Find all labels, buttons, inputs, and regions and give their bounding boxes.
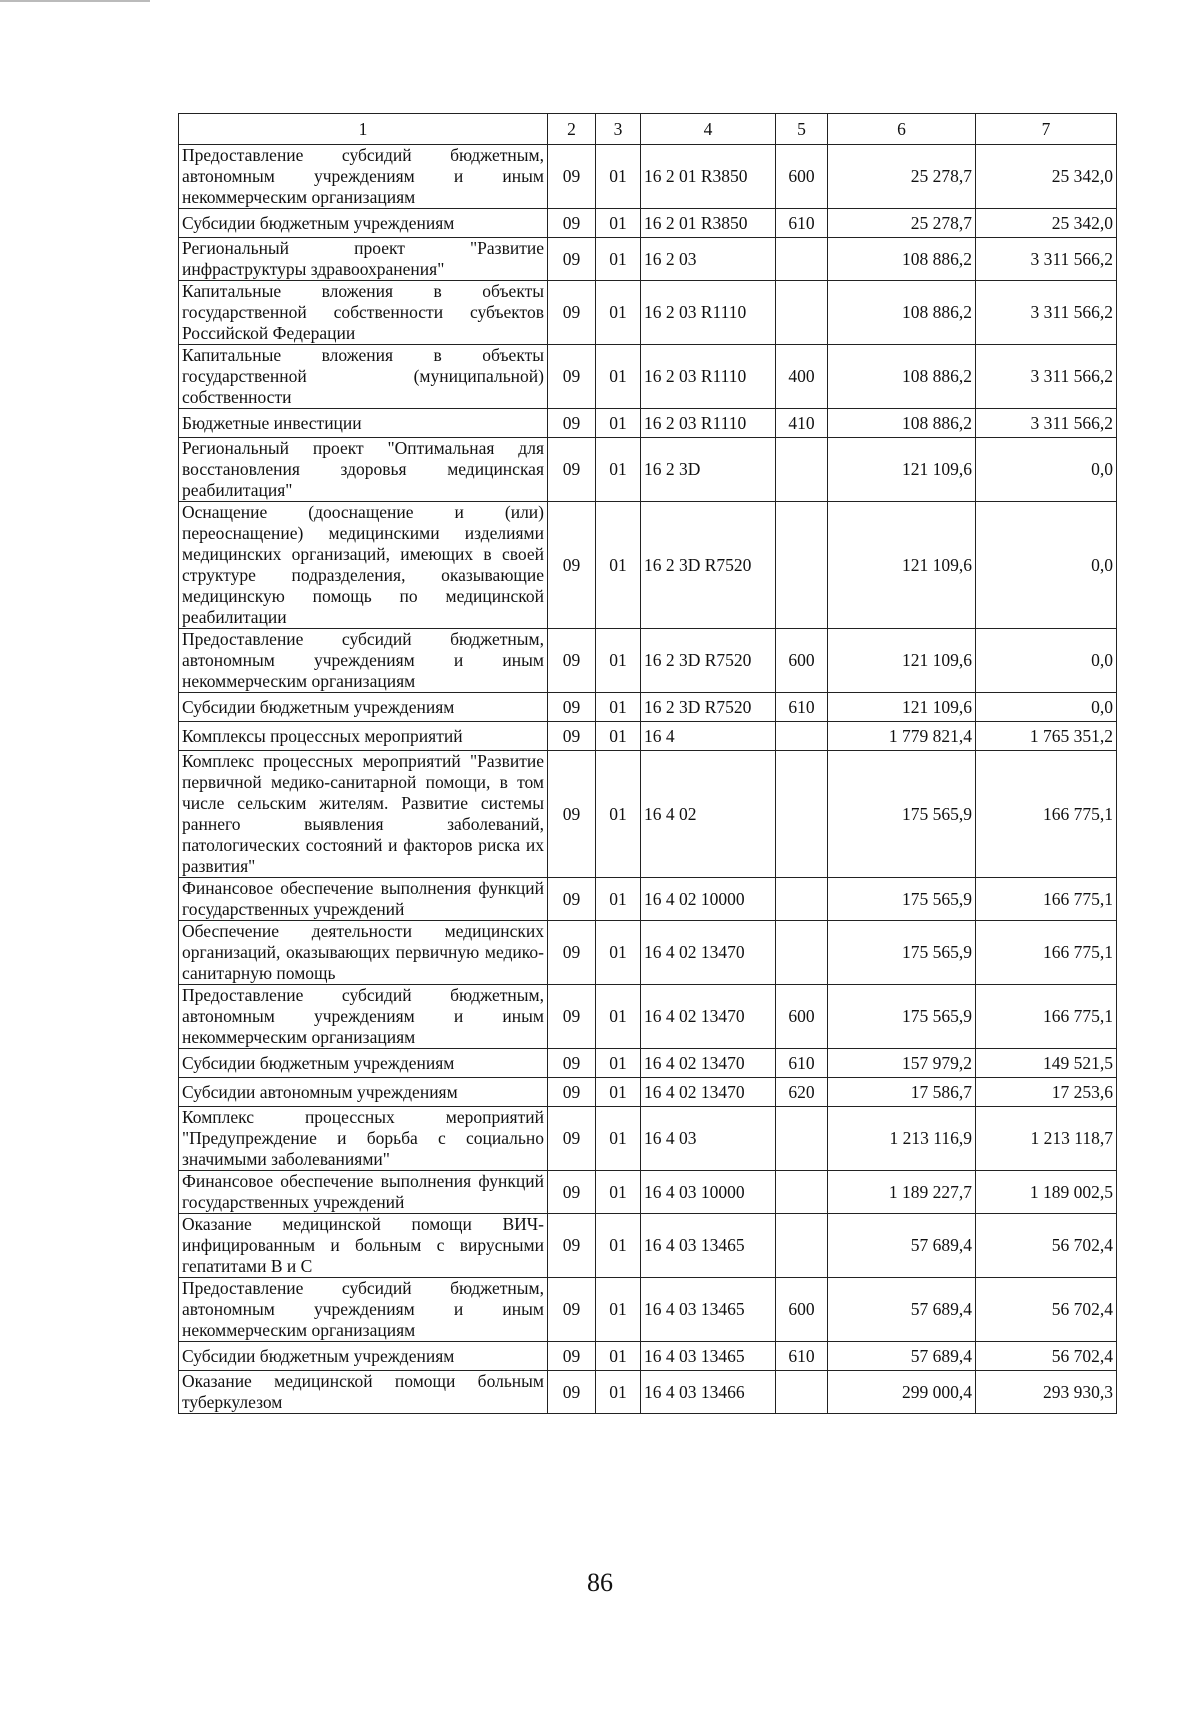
subsection-code-cell: 01 bbox=[596, 1171, 641, 1214]
expense-type-cell: 610 bbox=[776, 693, 828, 722]
target-article-cell: 16 4 03 13465 bbox=[641, 1342, 776, 1371]
subsection-code-cell: 01 bbox=[596, 1078, 641, 1107]
amount-year2-cell: 3 311 566,2 bbox=[976, 238, 1117, 281]
amount-year2-cell: 3 311 566,2 bbox=[976, 345, 1117, 409]
table-row bbox=[179, 921, 1117, 985]
target-article-cell: 16 4 02 13470 bbox=[641, 1049, 776, 1078]
section-code-cell: 09 bbox=[548, 281, 596, 345]
subsection-code-cell: 01 bbox=[596, 145, 641, 209]
column-header: 1 bbox=[179, 114, 548, 145]
section-code-cell: 09 bbox=[548, 722, 596, 751]
subsection-code-cell: 01 bbox=[596, 438, 641, 502]
amount-year1-cell: 157 979,2 bbox=[828, 1049, 976, 1078]
subsection-code-cell: 01 bbox=[596, 1049, 641, 1078]
amount-year2-cell: 0,0 bbox=[976, 438, 1117, 502]
expense-type-cell bbox=[776, 1371, 828, 1414]
amount-year1-cell: 108 886,2 bbox=[828, 238, 976, 281]
amount-year1-cell: 121 109,6 bbox=[828, 502, 976, 629]
amount-year1-cell: 121 109,6 bbox=[828, 629, 976, 693]
amount-year2-cell: 0,0 bbox=[976, 693, 1117, 722]
table-row bbox=[179, 1371, 1117, 1414]
subsection-code-cell: 01 bbox=[596, 878, 641, 921]
expense-type-cell: 600 bbox=[776, 985, 828, 1049]
target-article-cell: 16 2 3D R7520 bbox=[641, 502, 776, 629]
amount-year1-cell: 175 565,9 bbox=[828, 921, 976, 985]
row-name-cell: Субсидии бюджетным учреждениям bbox=[179, 1342, 548, 1371]
amount-year2-cell: 56 702,4 bbox=[976, 1214, 1117, 1278]
table-row bbox=[179, 438, 1117, 502]
amount-year1-cell: 25 278,7 bbox=[828, 145, 976, 209]
section-code-cell: 09 bbox=[548, 438, 596, 502]
table-header-row bbox=[179, 114, 1117, 145]
table-body bbox=[179, 145, 1117, 1414]
amount-year1-cell: 175 565,9 bbox=[828, 751, 976, 878]
amount-year2-cell: 1 765 351,2 bbox=[976, 722, 1117, 751]
row-name-cell: Комплекс процессных мероприятий "Развитие первичной медико-санитарной помощи, в том числе сельским жителям. Развитие системы раннего выявления заболеваний, патологических состояний и факторов риска их развития" bbox=[179, 751, 548, 878]
row-name-cell: Предоставление субсидий бюджетным, автономным учреждениям и иным некоммерческим организациям bbox=[179, 145, 548, 209]
target-article-cell: 16 4 03 10000 bbox=[641, 1171, 776, 1214]
row-name-cell: Предоставление субсидий бюджетным, автономным учреждениям и иным некоммерческим организациям bbox=[179, 629, 548, 693]
table-row bbox=[179, 345, 1117, 409]
expense-type-cell: 610 bbox=[776, 1342, 828, 1371]
row-name-cell: Региональный проект "Развитие инфраструктуры здравоохранения" bbox=[179, 238, 548, 281]
amount-year1-cell: 299 000,4 bbox=[828, 1371, 976, 1414]
amount-year1-cell: 1 779 821,4 bbox=[828, 722, 976, 751]
amount-year2-cell: 56 702,4 bbox=[976, 1342, 1117, 1371]
section-code-cell: 09 bbox=[548, 1342, 596, 1371]
expense-type-cell bbox=[776, 1171, 828, 1214]
row-name-cell: Субсидии бюджетным учреждениям bbox=[179, 1049, 548, 1078]
amount-year1-cell: 17 586,7 bbox=[828, 1078, 976, 1107]
table-row bbox=[179, 1214, 1117, 1278]
amount-year2-cell: 3 311 566,2 bbox=[976, 409, 1117, 438]
subsection-code-cell: 01 bbox=[596, 751, 641, 878]
column-header: 2 bbox=[548, 114, 596, 145]
table-row bbox=[179, 1278, 1117, 1342]
target-article-cell: 16 4 bbox=[641, 722, 776, 751]
expense-type-cell: 610 bbox=[776, 209, 828, 238]
column-header: 3 bbox=[596, 114, 641, 145]
subsection-code-cell: 01 bbox=[596, 629, 641, 693]
subsection-code-cell: 01 bbox=[596, 345, 641, 409]
expense-type-cell bbox=[776, 438, 828, 502]
section-code-cell: 09 bbox=[548, 878, 596, 921]
subsection-code-cell: 01 bbox=[596, 985, 641, 1049]
target-article-cell: 16 2 3D R7520 bbox=[641, 693, 776, 722]
amount-year2-cell: 25 342,0 bbox=[976, 145, 1117, 209]
row-name-cell: Оказание медицинской помощи ВИЧ-инфицированным и больным с вирусными гепатитами В и С bbox=[179, 1214, 548, 1278]
table-row bbox=[179, 722, 1117, 751]
target-article-cell: 16 2 3D bbox=[641, 438, 776, 502]
amount-year1-cell: 57 689,4 bbox=[828, 1342, 976, 1371]
amount-year2-cell: 0,0 bbox=[976, 629, 1117, 693]
row-name-cell: Субсидии автономным учреждениям bbox=[179, 1078, 548, 1107]
target-article-cell: 16 4 02 bbox=[641, 751, 776, 878]
section-code-cell: 09 bbox=[548, 409, 596, 438]
amount-year1-cell: 121 109,6 bbox=[828, 438, 976, 502]
table-row bbox=[179, 985, 1117, 1049]
target-article-cell: 16 4 02 13470 bbox=[641, 985, 776, 1049]
table-row bbox=[179, 1342, 1117, 1371]
row-name-cell: Субсидии бюджетным учреждениям bbox=[179, 693, 548, 722]
expense-type-cell: 610 bbox=[776, 1049, 828, 1078]
section-code-cell: 09 bbox=[548, 502, 596, 629]
table-row bbox=[179, 281, 1117, 345]
section-code-cell: 09 bbox=[548, 985, 596, 1049]
row-name-cell: Капитальные вложения в объекты государственной собственности субъектов Российской Федерации bbox=[179, 281, 548, 345]
column-header: 7 bbox=[976, 114, 1117, 145]
section-code-cell: 09 bbox=[548, 751, 596, 878]
subsection-code-cell: 01 bbox=[596, 209, 641, 238]
section-code-cell: 09 bbox=[548, 1171, 596, 1214]
amount-year2-cell: 166 775,1 bbox=[976, 921, 1117, 985]
table-row bbox=[179, 238, 1117, 281]
section-code-cell: 09 bbox=[548, 629, 596, 693]
subsection-code-cell: 01 bbox=[596, 921, 641, 985]
row-name-cell: Капитальные вложения в объекты государственной (муниципальной) собственности bbox=[179, 345, 548, 409]
section-code-cell: 09 bbox=[548, 1214, 596, 1278]
row-name-cell: Предоставление субсидий бюджетным, автономным учреждениям и иным некоммерческим организациям bbox=[179, 985, 548, 1049]
amount-year2-cell: 17 253,6 bbox=[976, 1078, 1117, 1107]
amount-year2-cell: 56 702,4 bbox=[976, 1278, 1117, 1342]
amount-year1-cell: 1 213 116,9 bbox=[828, 1107, 976, 1171]
subsection-code-cell: 01 bbox=[596, 1107, 641, 1171]
target-article-cell: 16 2 03 R1110 bbox=[641, 281, 776, 345]
row-name-cell: Комплекс процессных мероприятий "Предупреждение и борьба с социально значимыми заболеваниями" bbox=[179, 1107, 548, 1171]
amount-year1-cell: 121 109,6 bbox=[828, 693, 976, 722]
amount-year1-cell: 108 886,2 bbox=[828, 409, 976, 438]
row-name-cell: Предоставление субсидий бюджетным, автономным учреждениям и иным некоммерческим организациям bbox=[179, 1278, 548, 1342]
target-article-cell: 16 2 03 bbox=[641, 238, 776, 281]
column-header: 4 bbox=[641, 114, 776, 145]
expense-type-cell: 400 bbox=[776, 345, 828, 409]
amount-year1-cell: 57 689,4 bbox=[828, 1278, 976, 1342]
amount-year2-cell: 149 521,5 bbox=[976, 1049, 1117, 1078]
target-article-cell: 16 4 03 bbox=[641, 1107, 776, 1171]
expense-type-cell: 600 bbox=[776, 629, 828, 693]
expense-type-cell bbox=[776, 238, 828, 281]
amount-year1-cell: 57 689,4 bbox=[828, 1214, 976, 1278]
section-code-cell: 09 bbox=[548, 1371, 596, 1414]
subsection-code-cell: 01 bbox=[596, 238, 641, 281]
expense-type-cell bbox=[776, 878, 828, 921]
section-code-cell: 09 bbox=[548, 1049, 596, 1078]
budget-table bbox=[178, 113, 1117, 1414]
table-row bbox=[179, 751, 1117, 878]
expense-type-cell: 410 bbox=[776, 409, 828, 438]
expense-type-cell bbox=[776, 921, 828, 985]
table-row bbox=[179, 1078, 1117, 1107]
amount-year1-cell: 25 278,7 bbox=[828, 209, 976, 238]
row-name-cell: Региональный проект "Оптимальная для восстановления здоровья медицинская реабилитация" bbox=[179, 438, 548, 502]
row-name-cell: Обеспечение деятельности медицинских организаций, оказывающих первичную медико-санитарную помощь bbox=[179, 921, 548, 985]
target-article-cell: 16 4 03 13465 bbox=[641, 1278, 776, 1342]
amount-year2-cell: 166 775,1 bbox=[976, 878, 1117, 921]
amount-year2-cell: 1 213 118,7 bbox=[976, 1107, 1117, 1171]
column-header: 5 bbox=[776, 114, 828, 145]
amount-year2-cell: 0,0 bbox=[976, 502, 1117, 629]
subsection-code-cell: 01 bbox=[596, 281, 641, 345]
section-code-cell: 09 bbox=[548, 1278, 596, 1342]
expense-type-cell bbox=[776, 1107, 828, 1171]
row-name-cell: Оказание медицинской помощи больным туберкулезом bbox=[179, 1371, 548, 1414]
expense-type-cell: 600 bbox=[776, 1278, 828, 1342]
amount-year1-cell: 175 565,9 bbox=[828, 985, 976, 1049]
target-article-cell: 16 4 02 10000 bbox=[641, 878, 776, 921]
subsection-code-cell: 01 bbox=[596, 409, 641, 438]
subsection-code-cell: 01 bbox=[596, 502, 641, 629]
section-code-cell: 09 bbox=[548, 1078, 596, 1107]
expense-type-cell bbox=[776, 722, 828, 751]
target-article-cell: 16 4 03 13465 bbox=[641, 1214, 776, 1278]
section-code-cell: 09 bbox=[548, 345, 596, 409]
table-row bbox=[179, 209, 1117, 238]
row-name-cell: Финансовое обеспечение выполнения функций государственных учреждений bbox=[179, 878, 548, 921]
section-code-cell: 09 bbox=[548, 145, 596, 209]
subsection-code-cell: 01 bbox=[596, 1278, 641, 1342]
table-row bbox=[179, 409, 1117, 438]
expense-type-cell bbox=[776, 281, 828, 345]
section-code-cell: 09 bbox=[548, 1107, 596, 1171]
subsection-code-cell: 01 bbox=[596, 1342, 641, 1371]
subsection-code-cell: 01 bbox=[596, 1371, 641, 1414]
table-row bbox=[179, 1107, 1117, 1171]
row-name-cell: Комплексы процессных мероприятий bbox=[179, 722, 548, 751]
amount-year1-cell: 108 886,2 bbox=[828, 281, 976, 345]
amount-year1-cell: 175 565,9 bbox=[828, 878, 976, 921]
subsection-code-cell: 01 bbox=[596, 1214, 641, 1278]
target-article-cell: 16 4 02 13470 bbox=[641, 921, 776, 985]
expense-type-cell: 600 bbox=[776, 145, 828, 209]
expense-type-cell bbox=[776, 502, 828, 629]
amount-year2-cell: 166 775,1 bbox=[976, 751, 1117, 878]
column-header: 6 bbox=[828, 114, 976, 145]
section-code-cell: 09 bbox=[548, 921, 596, 985]
target-article-cell: 16 2 3D R7520 bbox=[641, 629, 776, 693]
table-row bbox=[179, 502, 1117, 629]
table-row bbox=[179, 629, 1117, 693]
expense-type-cell bbox=[776, 1214, 828, 1278]
target-article-cell: 16 4 03 13466 bbox=[641, 1371, 776, 1414]
target-article-cell: 16 2 01 R3850 bbox=[641, 209, 776, 238]
target-article-cell: 16 4 02 13470 bbox=[641, 1078, 776, 1107]
expense-type-cell: 620 bbox=[776, 1078, 828, 1107]
table-row bbox=[179, 878, 1117, 921]
row-name-cell: Субсидии бюджетным учреждениям bbox=[179, 209, 548, 238]
section-code-cell: 09 bbox=[548, 693, 596, 722]
table-row bbox=[179, 145, 1117, 209]
row-name-cell: Финансовое обеспечение выполнения функций государственных учреждений bbox=[179, 1171, 548, 1214]
amount-year1-cell: 108 886,2 bbox=[828, 345, 976, 409]
table-row bbox=[179, 1171, 1117, 1214]
amount-year2-cell: 25 342,0 bbox=[976, 209, 1117, 238]
subsection-code-cell: 01 bbox=[596, 722, 641, 751]
amount-year1-cell: 1 189 227,7 bbox=[828, 1171, 976, 1214]
table-row bbox=[179, 693, 1117, 722]
amount-year2-cell: 293 930,3 bbox=[976, 1371, 1117, 1414]
amount-year2-cell: 1 189 002,5 bbox=[976, 1171, 1117, 1214]
amount-year2-cell: 166 775,1 bbox=[976, 985, 1117, 1049]
expense-type-cell bbox=[776, 751, 828, 878]
row-name-cell: Оснащение (дооснащение и (или) переоснащение) медицинскими изделиями медицинских организаций, имеющих в своей структуре подразделения, оказывающие медицинскую помощь по медицинской реабилитации bbox=[179, 502, 548, 629]
target-article-cell: 16 2 03 R1110 bbox=[641, 409, 776, 438]
amount-year2-cell: 3 311 566,2 bbox=[976, 281, 1117, 345]
table-row bbox=[179, 1049, 1117, 1078]
section-code-cell: 09 bbox=[548, 209, 596, 238]
row-name-cell: Бюджетные инвестиции bbox=[179, 409, 548, 438]
section-code-cell: 09 bbox=[548, 238, 596, 281]
target-article-cell: 16 2 01 R3850 bbox=[641, 145, 776, 209]
subsection-code-cell: 01 bbox=[596, 693, 641, 722]
scan-edge-line bbox=[0, 0, 150, 2]
target-article-cell: 16 2 03 R1110 bbox=[641, 345, 776, 409]
page-number: 86 bbox=[587, 1568, 613, 1597]
